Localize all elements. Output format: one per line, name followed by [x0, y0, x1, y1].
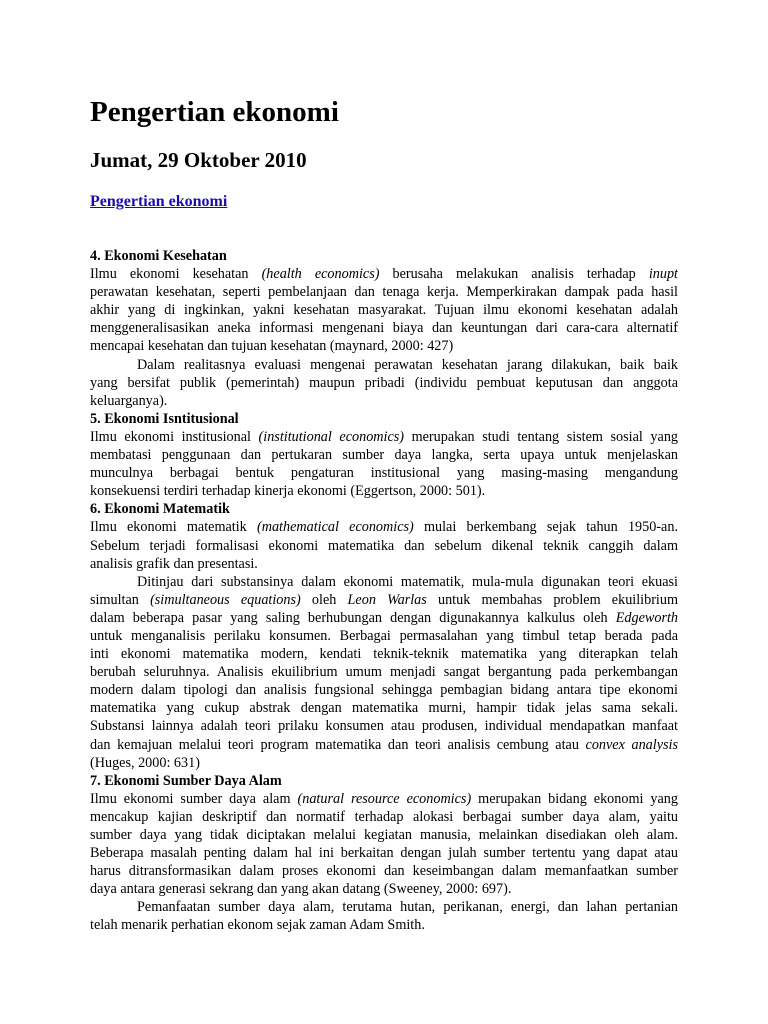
italic-term: Edgeworth — [615, 609, 678, 626]
text-line: mencapai kesehatan dan tujuan kesehatan (maynard, 2000: 427) — [90, 338, 454, 355]
paragraph — [90, 356, 678, 410]
text-line: konsekuensi terdiri terhadap kinerja ekonomi (Eggertson, 2000: 501). — [90, 483, 486, 500]
text-line: Ditinjau dari substansinya dalam ekonomi matematik, mula-mula digunakan teori ekuasi — [137, 573, 678, 590]
text-line: akhir yang di ingkinkan, yakni kesehatan masyarakat. Tujuan ilmu ekonomi kesehatan adalah — [90, 302, 678, 319]
text-line: Ilmu ekonomi matematik (mathematical economics) mulai berkembang sejak tahun 1950-an. — [90, 519, 678, 536]
text-line: Ilmu ekonomi kesehatan (health economics) berusaha melakukan analisis terhadap inupt — [90, 266, 678, 283]
italic-term: Leon Warlas — [347, 591, 427, 608]
section-heading: 5. Ekonomi Isntitusional — [90, 410, 239, 427]
text-line: menggeneralisasikan aneka informasi mengenani biaya dan keuntungan dari cara-cara alternatif — [90, 320, 678, 337]
text-line: dan kemajuan melalui teori program matematika dan teori analisis cembung atau convex analysis — [90, 736, 678, 753]
paragraph — [90, 790, 678, 899]
section-heading: 6. Ekonomi Matematik — [90, 501, 230, 518]
paragraph — [90, 898, 678, 934]
text-line: matematika yang cukup abstrak dengan matematika murni, hampir tidak jelas sama sekali. — [90, 700, 678, 717]
text-line: yang bersifat publik (pemerintah) maupun pribadi (individu pembuat keputusan dan anggota — [90, 374, 678, 391]
text-line: daya antara generasi sekrang dan yang akan datang (Sweeney, 2000: 697). — [90, 881, 512, 898]
text-line: dalam beberapa pasar yang saling berhubungan dengan digunakannya kalkulus oleh Edgeworth — [90, 609, 678, 626]
text-line: Ilmu ekonomi sumber daya alam (natural resource economics) merupakan bidang ekonomi yang — [90, 790, 678, 807]
post-title-link[interactable]: Pengertian ekonomi — [90, 193, 228, 210]
text-line: inti ekonomi matematika modern, kendati teknik-teknik matematika yang diterapkan telah — [90, 646, 678, 663]
text-line: membatasi penggunaan dan pertukaran sumber daya langka, serta upaya untuk menjelaskan — [90, 447, 678, 464]
page-title: Pengertian ekonomi — [90, 96, 339, 128]
text-line: Sebelum terjadi formalisasi ekonomi matematika dan sebelum dikenal teknik canggih dalam — [90, 537, 678, 554]
italic-term: (health economics) — [261, 266, 380, 283]
paragraph — [90, 265, 678, 355]
text-line: Ilmu ekonomi institusional (institutional economics) merupakan studi tentang sistem sosial yang — [90, 428, 678, 445]
text-line: Dalam realitasnya evaluasi mengenai perawatan kesehatan jarang dilakukan, baik baik — [137, 356, 678, 373]
italic-term: (mathematical economics) — [256, 519, 414, 536]
italic-term: (natural resource economics) — [297, 790, 472, 807]
italic-term: (simultaneous equations) — [150, 591, 301, 608]
section-heading: 4. Ekonomi Kesehatan — [90, 248, 227, 264]
paragraph — [90, 518, 678, 572]
text-line: analisis grafik dan presentasi. — [90, 555, 258, 572]
paragraph — [90, 428, 678, 500]
text-line: modern dalam tipologi dan analisis fungsional sehingga pembagian bidang antara tipe ekonomi — [90, 682, 678, 699]
italic-term: convex analysis — [585, 736, 678, 753]
text-line: Beberapa masalah penting dalam hal ini berkaitan dengan julah sumber tertentu yang dapat atau — [90, 845, 678, 862]
italic-term: inupt — [648, 266, 678, 283]
text-line: sumber daya yang tidak diciptakan melalui kegiatan manusia, melainkan disediakan oleh alam. — [90, 827, 678, 843]
text-line: harus ditransformasikan dalam proses ekonomi dan keseimbangan dalam memanfaatkan sumber — [90, 863, 678, 880]
text-line: simultan (simultaneous equations) oleh Leon Warlas untuk membahas problem ekuilibrium — [90, 591, 678, 608]
article-body — [90, 247, 678, 935]
section-heading: 7. Ekonomi Sumber Daya Alam — [90, 772, 282, 789]
text-line: perawatan kesehatan, seperti pembelanjaan dan tenaga kerja. Memperkirakan dampak pada hasil — [90, 284, 678, 301]
post-date: Jumat, 29 Oktober 2010 — [90, 148, 307, 172]
text-line: berubah seluruhnya. Analisis ekuilibrium umum menjadi sangat bergantung pada perkembangan — [90, 664, 678, 681]
text-line: untuk menganalisis perilaku konsumen. Berbagai permasalahan yang timbul tetap berada pada — [90, 627, 678, 644]
text-line: telah menarik perhatian ekonom sejak zaman Adam Smith. — [90, 917, 425, 934]
text-line: mencakup kajian deskriptif dan normatif terhadap alokasi berbagai sumber daya alam, yaitu — [90, 808, 678, 825]
text-line: Substansi lainnya adalah teori prilaku konsumen atau produsen, individual mendapatkan manfaat — [90, 718, 678, 735]
text-line: munculnya berbagai bentuk pengaturan institusional yang masing-masing mengandung — [90, 465, 678, 482]
italic-term: (institutional economics) — [258, 428, 405, 445]
paragraph — [90, 573, 678, 772]
text-line: keluarganya). — [90, 392, 168, 409]
text-line: (Huges, 2000: 631) — [90, 754, 200, 771]
text-line: Pemanfaatan sumber daya alam, terutama hutan, perikanan, energi, dan lahan pertanian — [137, 899, 678, 916]
